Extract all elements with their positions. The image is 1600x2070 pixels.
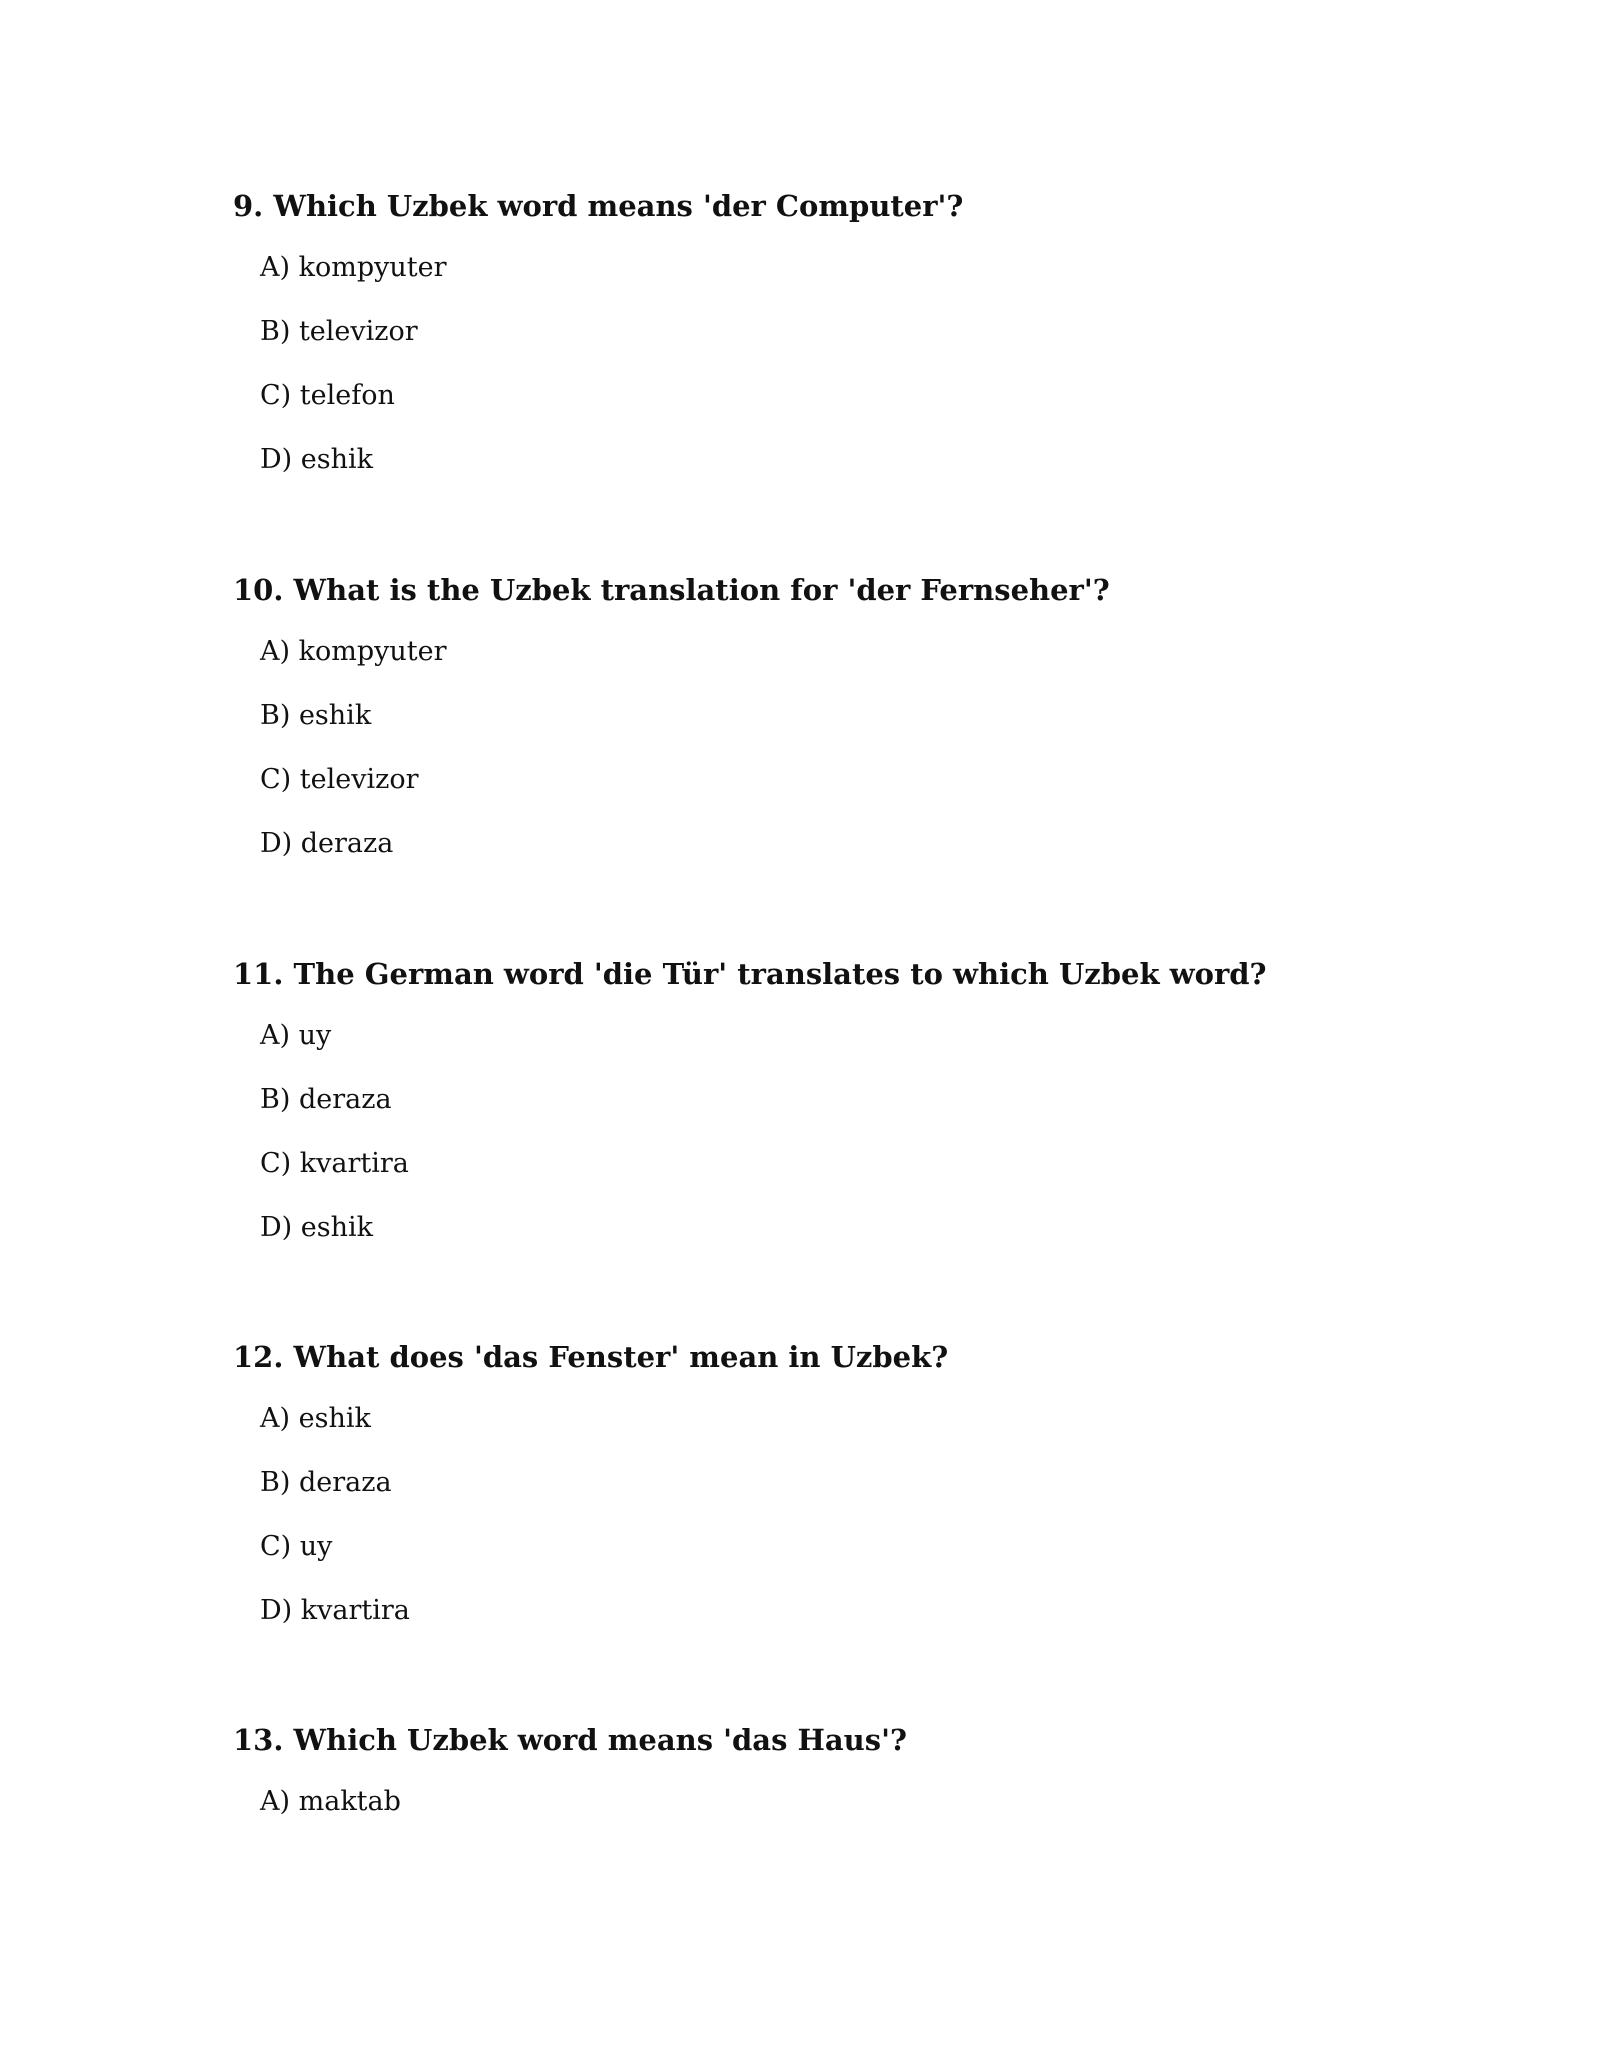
option-a: A) eshik (260, 1403, 371, 1434)
question-text: 12. What does 'das Fenster' mean in Uzbek? (233, 1340, 949, 1374)
question-13 (233, 1720, 1433, 1822)
option-list (233, 1016, 1433, 1248)
option-d: D) eshik (260, 1212, 373, 1243)
option-a: A) maktab (260, 1786, 401, 1817)
option-list (233, 1399, 1433, 1631)
option-b: B) eshik (260, 700, 372, 731)
question-11 (233, 954, 1433, 1248)
option-d: D) kvartira (260, 1595, 410, 1626)
option-d: D) deraza (260, 828, 394, 859)
question-9 (233, 186, 1433, 480)
option-c: C) uy (260, 1531, 333, 1562)
question-text: 9. Which Uzbek word means 'der Computer'? (233, 189, 964, 223)
option-c: C) televizor (260, 764, 419, 795)
question-10 (233, 570, 1433, 864)
option-list (233, 632, 1433, 864)
option-c: C) kvartira (260, 1148, 409, 1179)
question-12 (233, 1337, 1433, 1631)
option-a: A) uy (260, 1020, 332, 1051)
option-list (233, 1782, 1433, 1822)
question-text: 11. The German word 'die Tür' translates to which Uzbek word? (233, 957, 1267, 991)
question-text: 10. What is the Uzbek translation for 'der Fernseher'? (233, 573, 1110, 607)
option-b: B) televizor (260, 316, 418, 347)
option-b: B) deraza (260, 1084, 392, 1115)
question-text: 13. Which Uzbek word means 'das Haus'? (233, 1723, 907, 1757)
option-c: C) telefon (260, 380, 395, 411)
option-d: D) eshik (260, 444, 373, 475)
option-list (233, 248, 1433, 480)
option-a: A) kompyuter (260, 252, 447, 283)
option-b: B) deraza (260, 1467, 392, 1498)
option-a: A) kompyuter (260, 636, 447, 667)
